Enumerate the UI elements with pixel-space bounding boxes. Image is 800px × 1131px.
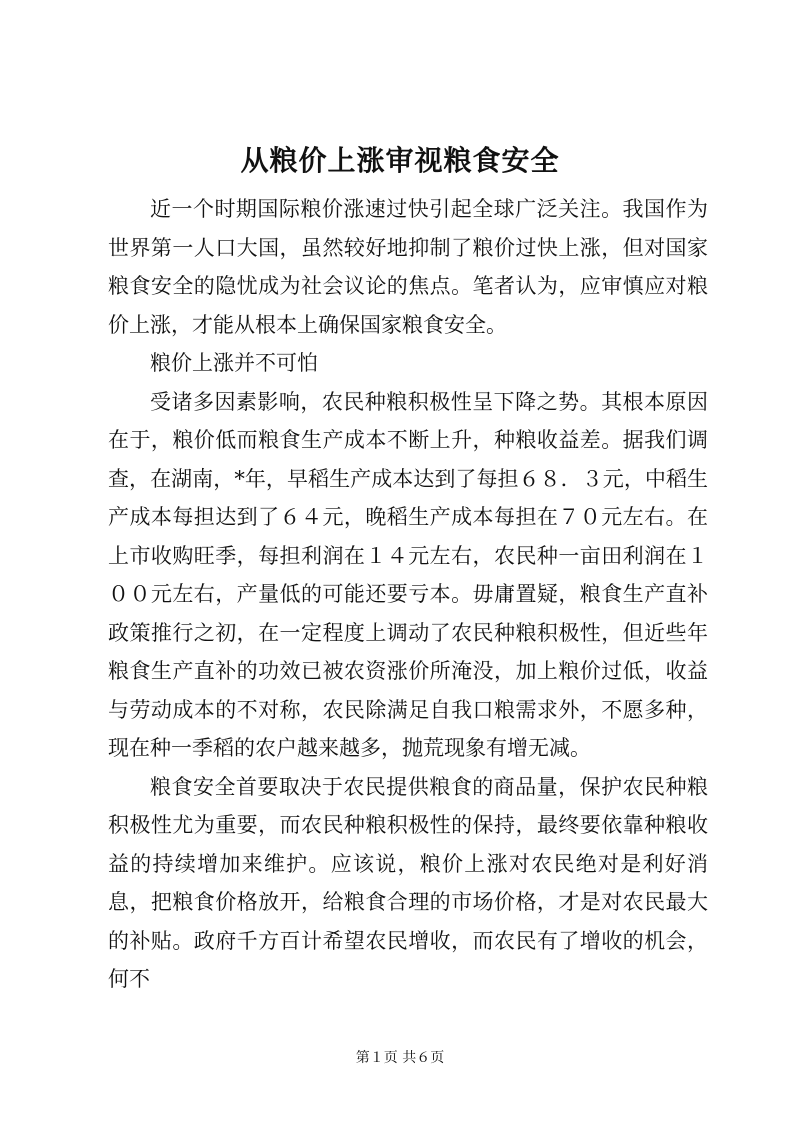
paragraph-analysis: 受诸多因素影响，农民种粮积极性呈下降之势。其根本原因在于，粮价低而粮食生产成本不断上升，种粮收益差。据我们调查，在湖南，*年，早稻生产成本达到了每担６８．３元，中稻生产成本每担达到了６４元，晚稻生产成本每担在７０元左右。在上市收购旺季，每担利润在１４元左右，农民种一亩田利润在１００元左右，产量低的可能还要亏本。毋庸置疑，粮食生产直补政策推行之初，在一定程度上调动了农民种粮积极性，但近些年粮食生产直补的功效已被农资涨价所淹没，加上粮价过低，收益与劳动成本的不对称，农民除满足自我口粮需求外，不愿多种，现在种一季稻的农户越来越多，抛荒现象有增无减。 bbox=[108, 389, 708, 760]
document-body bbox=[108, 190, 708, 999]
paragraph-intro: 近一个时期国际粮价涨速过快引起全球广泛关注。我国作为世界第一人口大国，虽然较好地抑制了粮价过快上涨，但对国家粮食安全的隐忧成为社会议论的焦点。笔者认为，应审慎应对粮价上涨，才能从根本上确保国家粮食安全。 bbox=[108, 197, 708, 337]
page-footer: 第１页 共６页 bbox=[355, 1050, 445, 1066]
section-heading: 粮价上涨并不可怕 bbox=[150, 351, 318, 375]
document-title: 从粮价上涨审视粮食安全 bbox=[240, 144, 560, 177]
paragraph-food-security: 粮食安全首要取决于农民提供粮食的商品量，保护农民种粮积极性尤为重要，而农民种粮积极性的保持，最终要依靠种粮收益的持续增加来维护。应该说，粮价上涨对农民绝对是利好消息，把粮食价格放开，给粮食合理的市场价格，才是对农民最大的补贴。政府千方百计希望农民增收，而农民有了增收的机会，何不 bbox=[108, 774, 708, 991]
